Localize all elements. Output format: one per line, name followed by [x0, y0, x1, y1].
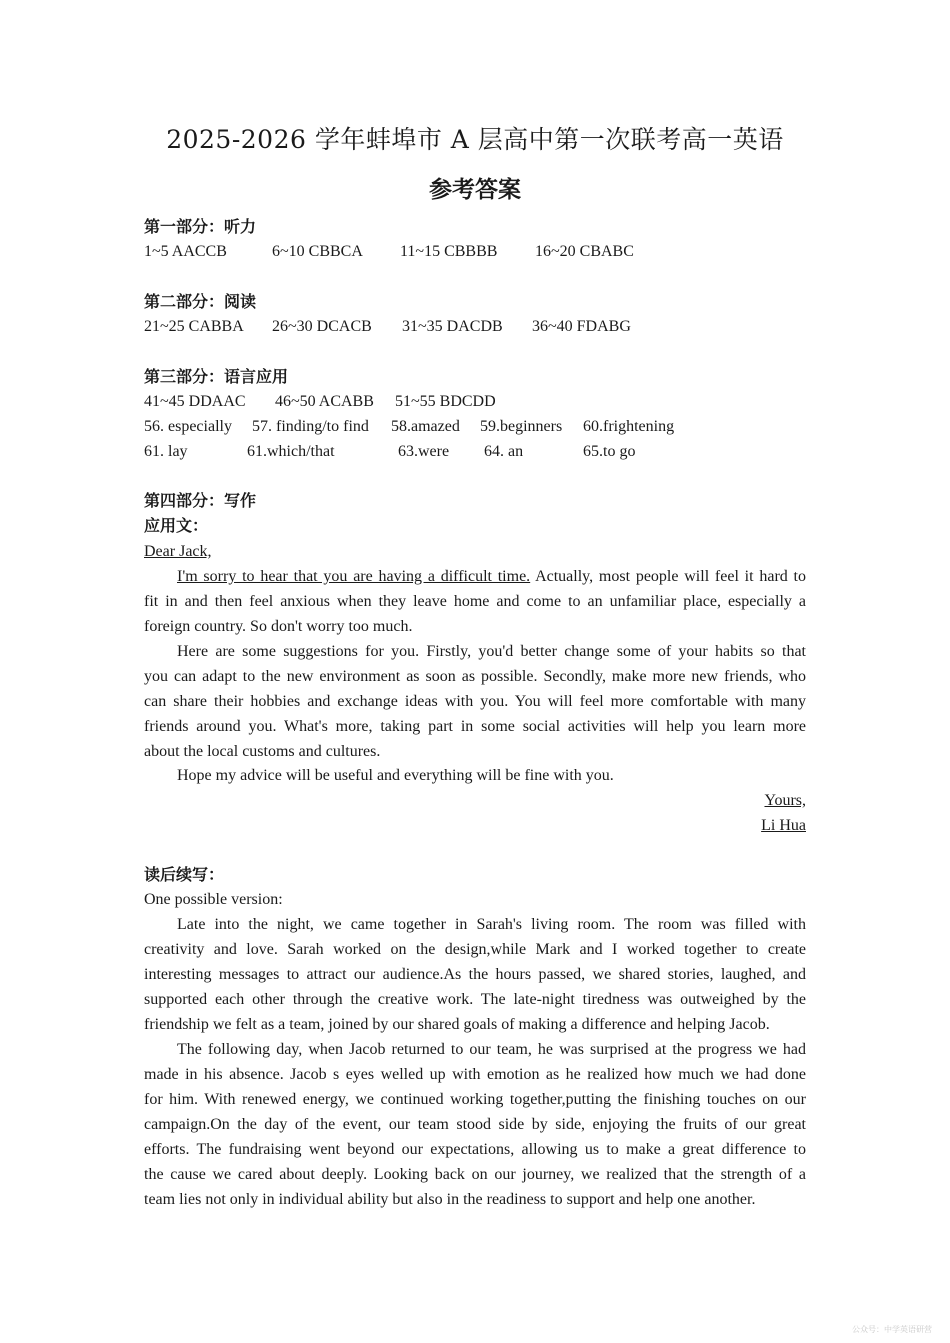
letter-paragraph-line: foreign country. So don't worry too much. — [144, 618, 413, 635]
answer-group: 1~5 AACCB — [144, 243, 227, 260]
essay-paragraph-line: efforts. The fundraising went beyond our expectations, allowing us to make a great difference to — [144, 1141, 806, 1158]
underlined-sentence: I'm sorry to hear that you are having a difficult time. — [177, 568, 531, 585]
answer-item: 56. especially — [144, 418, 232, 435]
answer-item: 63.were — [398, 443, 450, 460]
essay-paragraph-line: friendship we felt as a team, joined by our shared goals of making a difference and helping Jacob. — [144, 1016, 770, 1033]
answer-group: 26~30 DCACB — [272, 318, 372, 335]
answer-group: 41~45 DDAAC — [144, 393, 246, 410]
answer-group: 51~55 BDCDD — [395, 393, 496, 410]
answer-group: 46~50 ACABB — [275, 393, 374, 410]
page-subtitle: 参考答案 — [429, 176, 521, 203]
essay-paragraph-line: for him. With renewed energy, we continued working together,putting the finishing touches on our — [144, 1091, 806, 1108]
letter-salutation: Dear Jack, — [144, 543, 212, 560]
section-heading-listening: 第一部分：听力 — [144, 217, 257, 236]
letter-paragraph-line — [177, 567, 806, 587]
answer-group: 36~40 FDABG — [532, 318, 631, 335]
answer-item: 64. an — [484, 443, 524, 460]
answer-item: 61.which/that — [247, 443, 335, 460]
version-label: One possible version: — [144, 891, 283, 908]
letter-paragraph-line: Hope my advice will be useful and everything will be fine with you. — [177, 767, 614, 784]
essay-paragraph-line: creativity and love. Sarah worked on the design,while Mark and I worked together to create — [144, 941, 806, 958]
answer-group: 11~15 CBBBB — [400, 243, 498, 260]
answer-item: 60.frightening — [583, 418, 675, 435]
answer-group: 6~10 CBBCA — [272, 243, 363, 260]
answer-item: 65.to go — [583, 443, 636, 460]
essay-paragraph-line: the cause we cared about deeply. Looking back on our journey, we realized that the strength of a — [144, 1166, 806, 1183]
letter-paragraph-line: you can adapt to the new environment as soon as possible. Secondly, make more new friends, who — [144, 668, 806, 685]
essay-paragraph-line: supported each other through the creative work. The late-night tiredness was outweighed by the — [144, 991, 806, 1008]
letter-paragraph-line: fit in and then feel anxious when they leave home and come to an unfamiliar place, especially a — [144, 593, 806, 610]
letter-closing: Yours, — [764, 792, 806, 809]
letter-paragraph-line: about the local customs and cultures. — [144, 743, 381, 760]
essay-paragraph-line: Late into the night, we came together in Sarah's living room. The room was filled with — [177, 916, 806, 933]
answer-item: 58.amazed — [391, 418, 460, 435]
section-heading-language: 第三部分：语言应用 — [144, 367, 289, 386]
letter-signature: Li Hua — [761, 817, 806, 834]
answer-item: 59.beginners — [480, 418, 563, 435]
subheading-practical-writing: 应用文： — [144, 516, 209, 535]
essay-paragraph-line: interesting messages to attract our audience.As the hours passed, we shared stories, laughed, and — [144, 966, 806, 983]
section-heading-reading: 第二部分：阅读 — [144, 292, 257, 311]
answer-group: 21~25 CABBA — [144, 318, 244, 335]
watermark: 公众号：中学英语研营 — [852, 1325, 932, 1334]
essay-paragraph-line: The following day, when Jacob returned to our team, he was surprised at the progress we had — [177, 1041, 806, 1058]
letter-paragraph-line: Here are some suggestions for you. Firstly, you'd better change some of your habits so that — [177, 643, 806, 660]
subheading-continuation-writing: 读后续写： — [144, 865, 225, 884]
answer-group: 16~20 CBABC — [535, 243, 634, 260]
essay-paragraph-line: made in his absence. Jacob s eyes welled up with emotion as he realized how much we had done — [144, 1066, 806, 1083]
answer-item: 61. lay — [144, 443, 188, 460]
sentence-rest: Actually, most people will feel it hard to — [530, 568, 807, 585]
section-heading-writing: 第四部分：写作 — [144, 491, 257, 510]
letter-paragraph-line: friends around you. What's more, taking part in some social activities will help you learn more — [144, 718, 806, 735]
answer-group: 31~35 DACDB — [402, 318, 503, 335]
page-title: 2025-2026 学年蚌埠市 A 层高中第一次联考高一英语 — [166, 125, 784, 154]
essay-paragraph-line: team lies not only in individual ability but also in the readiness to support and help one another. — [144, 1191, 756, 1208]
essay-paragraph-line: campaign.On the day of the event, our team stood side by side, enjoying the fruits of our great — [144, 1116, 806, 1133]
answer-item: 57. finding/to find — [252, 418, 369, 435]
letter-paragraph-line: can share their hobbies and exchange ideas with you. You will feel more comfortable with many — [144, 693, 806, 710]
